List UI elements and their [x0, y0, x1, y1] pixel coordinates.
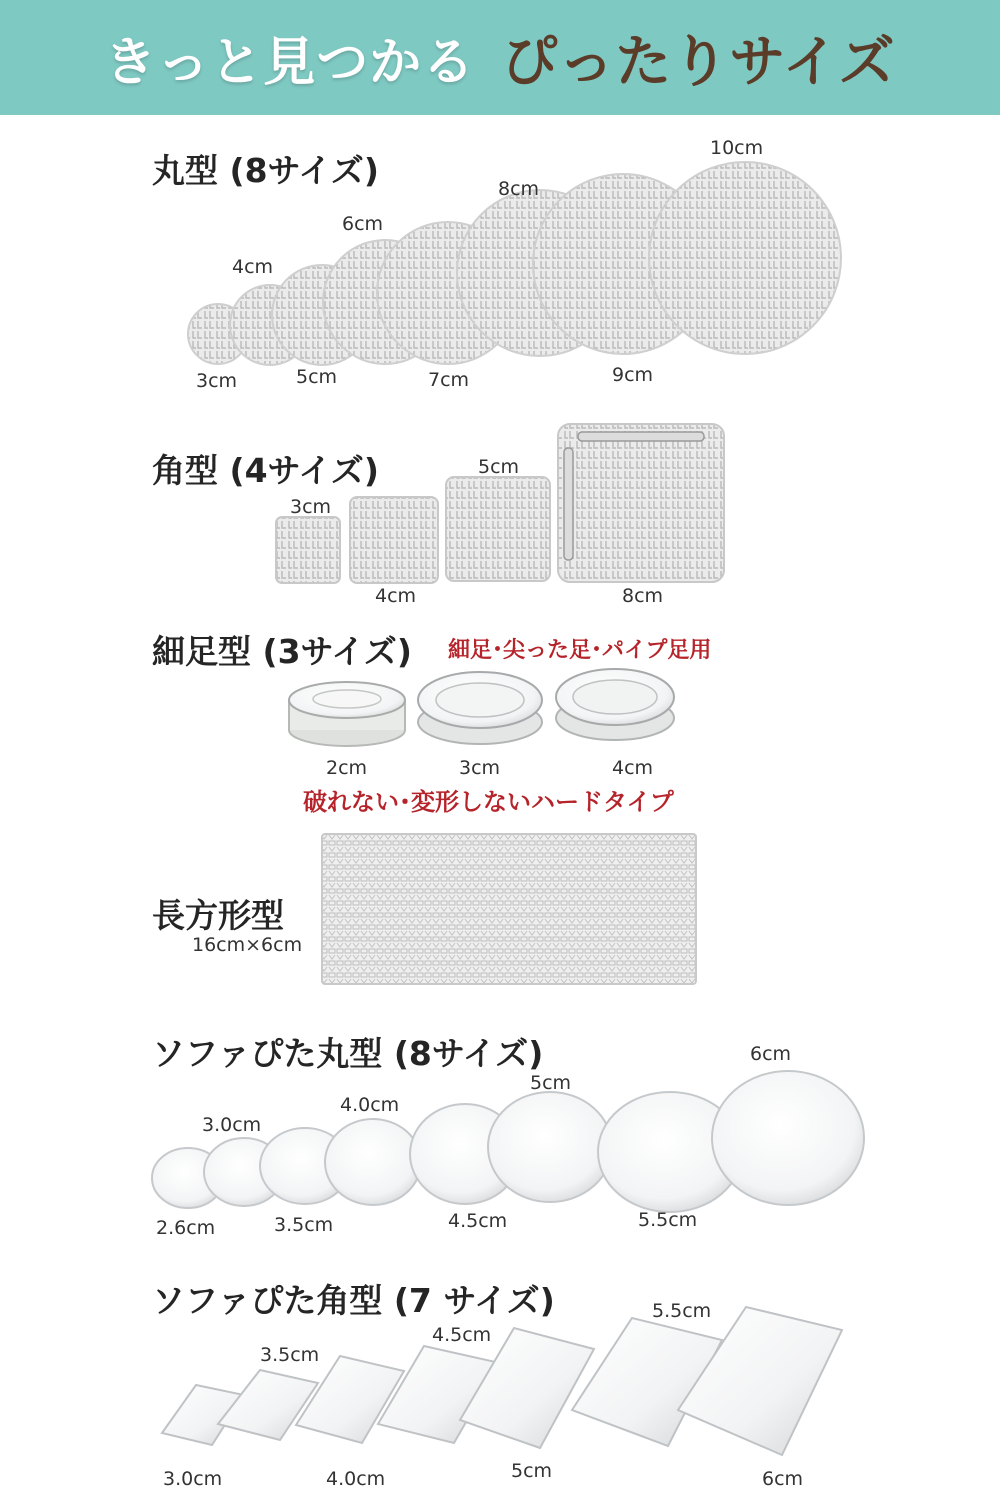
sofa-square-5cm [460, 1328, 594, 1448]
round-label-8cm: 8cm [498, 178, 540, 200]
square-pad-5cm [446, 477, 550, 581]
rect-title: 長方形型 [152, 896, 284, 935]
thin-label-4cm: 4cm [612, 757, 654, 779]
sofa-round-4.0cm [325, 1119, 421, 1205]
sofa-round-pads [152, 1071, 864, 1212]
sofa-square-label-6cm: 6cm [762, 1468, 804, 1490]
sofa-square-label-5cm: 5cm [511, 1460, 553, 1482]
round-title: 丸型 (8サイズ) [152, 151, 379, 190]
thin-usage-note: 細足･尖った足･パイプ足用 [448, 638, 712, 663]
round-pad-10cm [649, 162, 841, 354]
thin-leg-caps [289, 669, 674, 746]
rect-size-label: 16cm×6cm [192, 934, 303, 956]
sofa-square-title: ソファぴた角型 (7 サイズ) [152, 1281, 555, 1320]
thin-label-2cm: 2cm [326, 757, 368, 779]
round-label-5cm: 5cm [296, 366, 338, 388]
round-label-6cm: 6cm [342, 213, 384, 235]
sofa-square-label-3.0cm: 3.0cm [163, 1468, 223, 1490]
square-pad-4cm [350, 497, 438, 583]
sofa-square-4.0cm [296, 1356, 404, 1443]
round-label-3cm: 3cm [196, 370, 238, 392]
banner-title-part1: きっと見つかる [104, 33, 476, 93]
square-label-5cm: 5cm [478, 456, 520, 478]
sofa-round-6cm [712, 1071, 864, 1205]
banner-title-part2: ぴったりサイズ [501, 29, 896, 95]
thin-title: 細足型 (3サイズ) [152, 632, 412, 671]
square-label-3cm: 3cm [290, 496, 332, 518]
rectangle-sheet [322, 834, 696, 984]
square-label-4cm: 4cm [375, 585, 417, 607]
square-title: 角型 (4サイズ) [152, 451, 379, 490]
sofa-round-label-5.5cm: 5.5cm [638, 1209, 698, 1231]
round-label-10cm: 10cm [710, 137, 764, 159]
sofa-square-3.5cm [218, 1370, 318, 1440]
hard-type-note: 破れない･変形しないハードタイプ [303, 788, 674, 816]
sofa-round-label-3.0cm: 3.0cm [202, 1114, 262, 1136]
thin-label-3cm: 3cm [459, 757, 501, 779]
sofa-round-label-2.6cm: 2.6cm [156, 1217, 216, 1239]
sofa-square-label-4.5cm: 4.5cm [432, 1324, 492, 1346]
sofa-square-pads [162, 1307, 842, 1455]
square-label-8cm: 8cm [622, 585, 664, 607]
sofa-round-label-4.5cm: 4.5cm [448, 1210, 508, 1232]
round-label-9cm: 9cm [612, 364, 654, 386]
square-pad-3cm [276, 517, 340, 583]
square-pad-8cm [558, 424, 724, 582]
round-label-4cm: 4cm [232, 256, 274, 278]
sofa-round-5cm [488, 1092, 612, 1202]
sofa-square-label-3.5cm: 3.5cm [260, 1344, 320, 1366]
sofa-round-title: ソファぴた丸型 (8サイズ) [152, 1034, 544, 1073]
sofa-square-label-4.0cm: 4.0cm [326, 1468, 386, 1490]
sofa-round-label-6cm: 6cm [750, 1043, 792, 1065]
sofa-round-label-4.0cm: 4.0cm [340, 1094, 400, 1116]
round-label-7cm: 7cm [428, 369, 470, 391]
sofa-square-6cm [678, 1307, 842, 1455]
sofa-square-label-5.5cm: 5.5cm [652, 1300, 712, 1322]
sofa-round-label-5cm: 5cm [530, 1072, 572, 1094]
sofa-round-label-3.5cm: 3.5cm [274, 1214, 334, 1236]
